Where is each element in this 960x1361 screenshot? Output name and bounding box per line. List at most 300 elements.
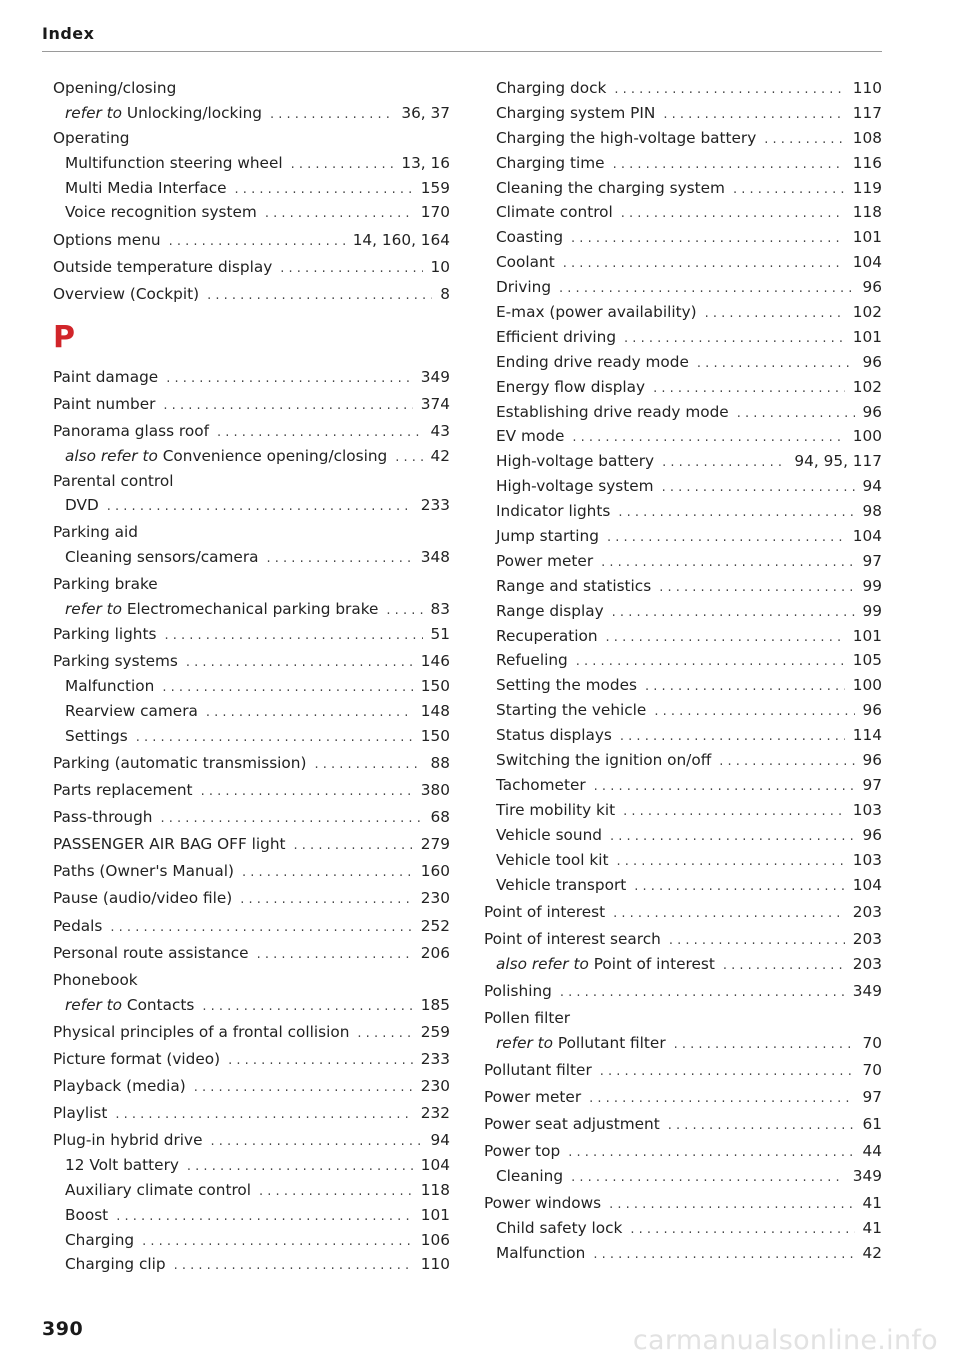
entry-term (484, 1006, 570, 1031)
dot-leader (291, 153, 394, 178)
dot-leader (572, 426, 844, 451)
entry-text: Coasting (496, 228, 564, 247)
dot-leader (265, 202, 413, 227)
dot-leader (201, 780, 413, 805)
index-subentry (484, 300, 882, 325)
index-subentry (484, 952, 882, 977)
page-number: 390 (42, 1318, 84, 1340)
index-subentry (484, 873, 882, 898)
page-reference[interactable]: 206 (420, 943, 450, 962)
entry-term (53, 1047, 220, 1072)
entry-term (53, 649, 178, 674)
entry-text: Parking lights (53, 625, 157, 644)
entry-term (65, 724, 128, 749)
entry-term (484, 1085, 581, 1110)
page-reference[interactable]: 185 (420, 995, 450, 1014)
dot-leader (624, 327, 845, 352)
entry-term (496, 424, 564, 449)
page-reference[interactable]: 150 (420, 677, 450, 696)
index-subentry (484, 400, 882, 425)
dot-leader (723, 954, 845, 979)
entry-term (496, 126, 756, 151)
section-letter: P (53, 319, 75, 355)
entry-text: Physical principles of a frontal collision (53, 1022, 350, 1041)
dot-leader (614, 78, 844, 103)
dot-leader (589, 1087, 854, 1112)
page-reference[interactable]: 117 (852, 103, 882, 122)
index-entry (53, 649, 450, 674)
index-entry (53, 1074, 450, 1099)
page-reference[interactable]: 36, 37 (401, 103, 450, 122)
index-entry (484, 900, 882, 925)
index-subentry (484, 648, 882, 673)
page-reference[interactable]: 10 (430, 257, 450, 276)
entry-text: Paint number (53, 394, 156, 413)
dot-leader (217, 421, 423, 446)
page-reference[interactable]: 101 (852, 327, 882, 346)
entry-text: Cleaning the charging system (496, 178, 725, 197)
page-reference[interactable]: 97 (862, 775, 882, 794)
index-entry (53, 778, 450, 803)
entry-text: Child safety lock (496, 1218, 623, 1237)
entry-term (496, 101, 655, 126)
entry-text: Overview (Cockpit) (53, 284, 200, 303)
dot-leader (235, 178, 413, 203)
entry-text: Pedals (53, 916, 103, 935)
page-reference[interactable]: 99 (862, 601, 882, 620)
dot-leader (612, 601, 855, 626)
index-subentry (484, 375, 882, 400)
entry-term (65, 151, 283, 176)
dot-leader (653, 377, 845, 402)
entry-text: Parental control (53, 471, 174, 490)
index-subentry (53, 176, 450, 201)
page-reference[interactable]: 104 (852, 875, 882, 894)
page-reference[interactable]: 118 (420, 1180, 450, 1199)
page-reference[interactable]: 42 (430, 446, 450, 465)
entry-text: Voice recognition system (65, 203, 257, 222)
page-reference[interactable]: 232 (420, 1103, 450, 1122)
entry-text: Vehicle tool kit (496, 850, 609, 869)
index-subentry (484, 549, 882, 574)
cross-reference-prefix: refer to (65, 995, 123, 1014)
page-reference[interactable]: 14, 160, 164 (352, 230, 450, 249)
page-reference[interactable]: 94 (430, 1130, 450, 1149)
page-reference[interactable]: 103 (852, 850, 882, 869)
entry-text: DVD (65, 496, 99, 515)
index-subentry (484, 1031, 882, 1056)
index-entry (484, 1085, 882, 1110)
page-reference[interactable]: 252 (420, 916, 450, 935)
entry-term (496, 200, 613, 225)
page-reference[interactable]: 159 (420, 178, 450, 197)
dot-leader (719, 750, 854, 775)
index-subentry (484, 524, 882, 549)
page-reference[interactable]: 259 (420, 1022, 450, 1041)
entry-text: Cleaning sensors/camera (65, 548, 259, 567)
entry-term (65, 699, 198, 724)
entry-text: Paint damage (53, 367, 159, 386)
entry-term (65, 1178, 251, 1203)
dot-leader (357, 1022, 412, 1047)
index-list-p-continued (484, 76, 882, 1266)
page-reference[interactable]: 116 (852, 153, 882, 172)
page-reference[interactable]: 70 (862, 1060, 882, 1079)
index-column-left (53, 76, 450, 1277)
page-reference[interactable]: 233 (420, 496, 450, 515)
entry-text: Personal route assistance (53, 943, 249, 962)
entry-text: Indicator lights (496, 502, 611, 521)
entry-term (53, 941, 249, 966)
entry-text: Electromechanical parking brake (126, 600, 379, 619)
index-subentry (484, 449, 882, 474)
entry-term (53, 282, 199, 307)
entry-text: Pollutant filter (557, 1033, 666, 1052)
page-reference[interactable]: 110 (420, 1255, 450, 1274)
entry-term (484, 1139, 560, 1164)
page-reference[interactable]: 349 (420, 367, 450, 386)
entry-term (53, 365, 158, 390)
entry-term (496, 375, 645, 400)
entry-term (65, 101, 262, 126)
dot-leader (166, 367, 413, 392)
dot-leader (174, 1254, 413, 1279)
dot-leader (162, 676, 412, 701)
dot-leader (314, 753, 422, 778)
dot-leader (110, 916, 412, 941)
entry-text: Parking aid (53, 523, 138, 542)
entry-term (496, 474, 654, 499)
dot-leader (571, 1166, 845, 1191)
entry-term (496, 823, 602, 848)
index-entry (53, 914, 450, 939)
page-reference[interactable]: 233 (420, 1049, 450, 1068)
dot-leader (617, 850, 845, 875)
dot-leader (601, 551, 854, 576)
index-entry (53, 282, 450, 307)
index-subentry (53, 493, 450, 518)
entry-text: Pass-through (53, 808, 153, 827)
index-entry (53, 622, 450, 647)
index-entry (53, 76, 450, 101)
index-entry (53, 572, 450, 597)
page-reference[interactable]: 41 (862, 1193, 882, 1212)
index-subentry (53, 597, 450, 622)
index-entry (53, 832, 450, 857)
page-reference[interactable]: 105 (852, 651, 882, 670)
page-reference[interactable]: 96 (862, 278, 882, 297)
entry-term (53, 76, 176, 101)
dot-leader (600, 1060, 855, 1085)
page-reference[interactable]: 230 (420, 889, 450, 908)
entry-term (484, 979, 552, 1004)
entry-text: Plug-in hybrid drive (53, 1130, 203, 1149)
entry-term (484, 1112, 660, 1137)
page-reference[interactable]: 203 (852, 954, 882, 973)
entry-term (53, 228, 161, 253)
entry-term (496, 624, 598, 649)
entry-term (496, 524, 599, 549)
index-entry (484, 1191, 882, 1216)
index-subentry (53, 545, 450, 570)
index-subentry (484, 673, 882, 698)
page-reference[interactable]: 203 (852, 902, 882, 921)
index-subentry (484, 176, 882, 201)
index-entry (53, 1101, 450, 1126)
page-reference[interactable]: 61 (862, 1114, 882, 1133)
page-reference[interactable]: 118 (852, 203, 882, 222)
cross-reference-prefix: also refer to (65, 446, 158, 465)
index-subentry (484, 250, 882, 275)
dot-leader (669, 929, 845, 954)
entry-term (65, 493, 99, 518)
page-reference[interactable]: 41 (862, 1218, 882, 1237)
page-reference[interactable]: 348 (420, 548, 450, 567)
dot-leader (659, 576, 854, 601)
dot-leader (613, 902, 845, 927)
index-subentry (484, 823, 882, 848)
dot-leader (668, 1114, 855, 1139)
page-reference[interactable]: 102 (852, 377, 882, 396)
page-reference[interactable]: 100 (852, 427, 882, 446)
page-reference[interactable]: 43 (430, 421, 450, 440)
entry-term (496, 599, 604, 624)
page-reference[interactable]: 97 (862, 1087, 882, 1106)
entry-term (496, 225, 563, 250)
entry-term (496, 698, 646, 723)
entry-text: Settings (65, 726, 128, 745)
index-subentry (484, 1164, 882, 1189)
page-reference[interactable]: 8 (440, 284, 450, 303)
page-reference[interactable]: 88 (430, 754, 450, 773)
page-reference[interactable]: 279 (420, 835, 450, 854)
dot-leader (206, 701, 413, 726)
page-reference[interactable]: 51 (430, 625, 450, 644)
entry-term (53, 778, 193, 803)
entry-term (53, 520, 138, 545)
page-reference[interactable]: 104 (852, 527, 882, 546)
index-subentry (53, 101, 450, 126)
page-reference[interactable]: 203 (852, 929, 882, 948)
entry-term (53, 1128, 203, 1153)
page-reference[interactable]: 119 (852, 178, 882, 197)
page-reference[interactable]: 68 (430, 808, 450, 827)
entry-term (496, 1164, 563, 1189)
page-reference[interactable]: 114 (852, 726, 882, 745)
dot-leader (194, 1076, 413, 1101)
page-reference[interactable]: 42 (862, 1243, 882, 1262)
entry-text: High-voltage system (496, 477, 654, 496)
page-reference[interactable]: 98 (862, 502, 882, 521)
dot-leader (610, 825, 855, 850)
entry-text: EV mode (496, 427, 565, 446)
entry-term (53, 1074, 186, 1099)
dot-leader (257, 943, 413, 968)
entry-term (65, 1252, 166, 1277)
page-reference[interactable]: 108 (852, 128, 882, 147)
entry-text: Power seat adjustment (484, 1114, 660, 1133)
index-entry (484, 927, 882, 952)
entry-term (496, 773, 586, 798)
entry-term (496, 449, 654, 474)
entry-text: Vehicle sound (496, 825, 602, 844)
entry-term (65, 176, 227, 201)
page-reference[interactable]: 70 (862, 1033, 882, 1052)
index-subentry (484, 76, 882, 101)
page-reference[interactable]: 104 (420, 1155, 450, 1174)
page-reference[interactable]: 170 (420, 203, 450, 222)
entry-term (53, 469, 173, 494)
entry-term (53, 572, 158, 597)
dot-leader (697, 352, 855, 377)
dot-leader (662, 476, 855, 501)
index-column-right (484, 76, 882, 1266)
index-subentry (484, 424, 882, 449)
entry-term (484, 927, 661, 952)
entry-term (65, 993, 194, 1018)
entry-text: Polishing (484, 981, 552, 1000)
entry-text: Pause (audio/video file) (53, 889, 233, 908)
entry-text: Starting the vehicle (496, 701, 647, 720)
entry-text: Charging (65, 1230, 135, 1249)
entry-text: Parking (automatic transmission) (53, 754, 307, 773)
entry-text: Paths (Owner's Manual) (53, 862, 234, 881)
index-subentry (484, 624, 882, 649)
page-reference[interactable]: 99 (862, 576, 882, 595)
page-reference[interactable]: 146 (420, 652, 450, 671)
dot-leader (187, 1155, 413, 1180)
dot-leader (270, 103, 393, 128)
page-reference[interactable]: 44 (862, 1141, 882, 1160)
entry-text: Malfunction (65, 677, 155, 696)
entry-term (496, 176, 725, 201)
entry-term (65, 444, 387, 469)
page-reference[interactable]: 102 (852, 303, 882, 322)
page-reference[interactable]: 96 (862, 825, 882, 844)
entry-term (496, 275, 551, 300)
page-reference[interactable]: 148 (420, 702, 450, 721)
index-entry (53, 1047, 450, 1072)
entry-text: Multi Media Interface (65, 178, 227, 197)
index-subentry (484, 350, 882, 375)
page-reference[interactable]: 13, 16 (401, 153, 450, 172)
dot-leader (634, 875, 845, 900)
page-reference[interactable]: 101 (420, 1205, 450, 1224)
entry-text: Range display (496, 601, 604, 620)
dot-leader (294, 834, 413, 859)
dot-leader (169, 230, 345, 255)
page-reference[interactable]: 380 (420, 781, 450, 800)
entry-text: Boost (65, 1205, 109, 1224)
entry-term (65, 200, 257, 225)
entry-text: Tire mobility kit (496, 800, 616, 819)
index-subentry (53, 724, 450, 749)
entry-text: Power top (484, 1141, 561, 1160)
entry-text: Unlocking/locking (126, 103, 263, 122)
page-reference[interactable]: 100 (852, 676, 882, 695)
entry-term (496, 400, 729, 425)
page-reference[interactable]: 96 (862, 701, 882, 720)
dot-leader (242, 861, 413, 886)
cross-reference-prefix: refer to (65, 103, 123, 122)
entry-term (496, 300, 697, 325)
entry-term (496, 325, 616, 350)
page-reference[interactable]: 96 (862, 352, 882, 371)
page-reference[interactable]: 94 (862, 477, 882, 496)
entry-text: Power meter (496, 551, 594, 570)
index-entry (53, 941, 450, 966)
page-reference[interactable]: 101 (852, 626, 882, 645)
index-subentry (53, 699, 450, 724)
dot-leader (568, 1141, 854, 1166)
index-entry (53, 419, 450, 444)
cross-reference-prefix: also refer to (496, 954, 589, 973)
page-reference[interactable]: 103 (852, 800, 882, 819)
entry-text: Efficient driving (496, 327, 617, 346)
page-reference[interactable]: 230 (420, 1076, 450, 1095)
entry-term (484, 900, 605, 925)
index-subentry (484, 151, 882, 176)
dot-leader (160, 807, 422, 832)
page-header (42, 24, 882, 52)
index-entry (53, 520, 450, 545)
entry-term (496, 549, 593, 574)
page-reference[interactable]: 97 (862, 551, 882, 570)
dot-leader (613, 153, 845, 178)
index-subentry (53, 993, 450, 1018)
page-reference[interactable]: 106 (420, 1230, 450, 1249)
entry-text: Cleaning (496, 1166, 564, 1185)
page-reference[interactable]: 104 (852, 253, 882, 272)
page-reference[interactable]: 96 (862, 751, 882, 770)
entry-text: Playlist (53, 1103, 108, 1122)
page-reference[interactable]: 96 (862, 402, 882, 421)
page-reference[interactable]: 94, 95, 117 (794, 452, 882, 471)
entry-term (496, 350, 689, 375)
entry-term (496, 499, 610, 524)
page-reference[interactable]: 83 (430, 600, 450, 619)
page-reference[interactable]: 374 (420, 394, 450, 413)
index-subentry (484, 325, 882, 350)
page-reference[interactable]: 160 (420, 862, 450, 881)
dot-leader (164, 624, 422, 649)
page-reference[interactable]: 349 (852, 981, 882, 1000)
dot-leader (259, 1180, 413, 1205)
entry-text: Picture format (video) (53, 1049, 221, 1068)
dot-leader (764, 128, 845, 153)
page-reference[interactable]: 349 (852, 1166, 882, 1185)
page-reference[interactable]: 110 (852, 79, 882, 97)
page-reference[interactable]: 101 (852, 228, 882, 247)
page-reference[interactable]: 150 (420, 726, 450, 745)
entry-term (53, 968, 138, 993)
entry-text: Range and statistics (496, 576, 652, 595)
index-entry (53, 255, 450, 280)
index-subentry (484, 126, 882, 151)
entry-term (65, 1203, 108, 1228)
entry-text: Panorama glass roof (53, 421, 209, 440)
entry-term (496, 748, 711, 773)
index-subentry (484, 200, 882, 225)
entry-term (65, 545, 259, 570)
entry-term (53, 1101, 107, 1126)
dot-leader (186, 651, 413, 676)
dot-leader (674, 1033, 855, 1058)
entry-text: Charging the high-voltage battery (496, 128, 757, 147)
index-subentry (484, 748, 882, 773)
index-subentry (484, 101, 882, 126)
entry-text: Operating (53, 128, 130, 147)
